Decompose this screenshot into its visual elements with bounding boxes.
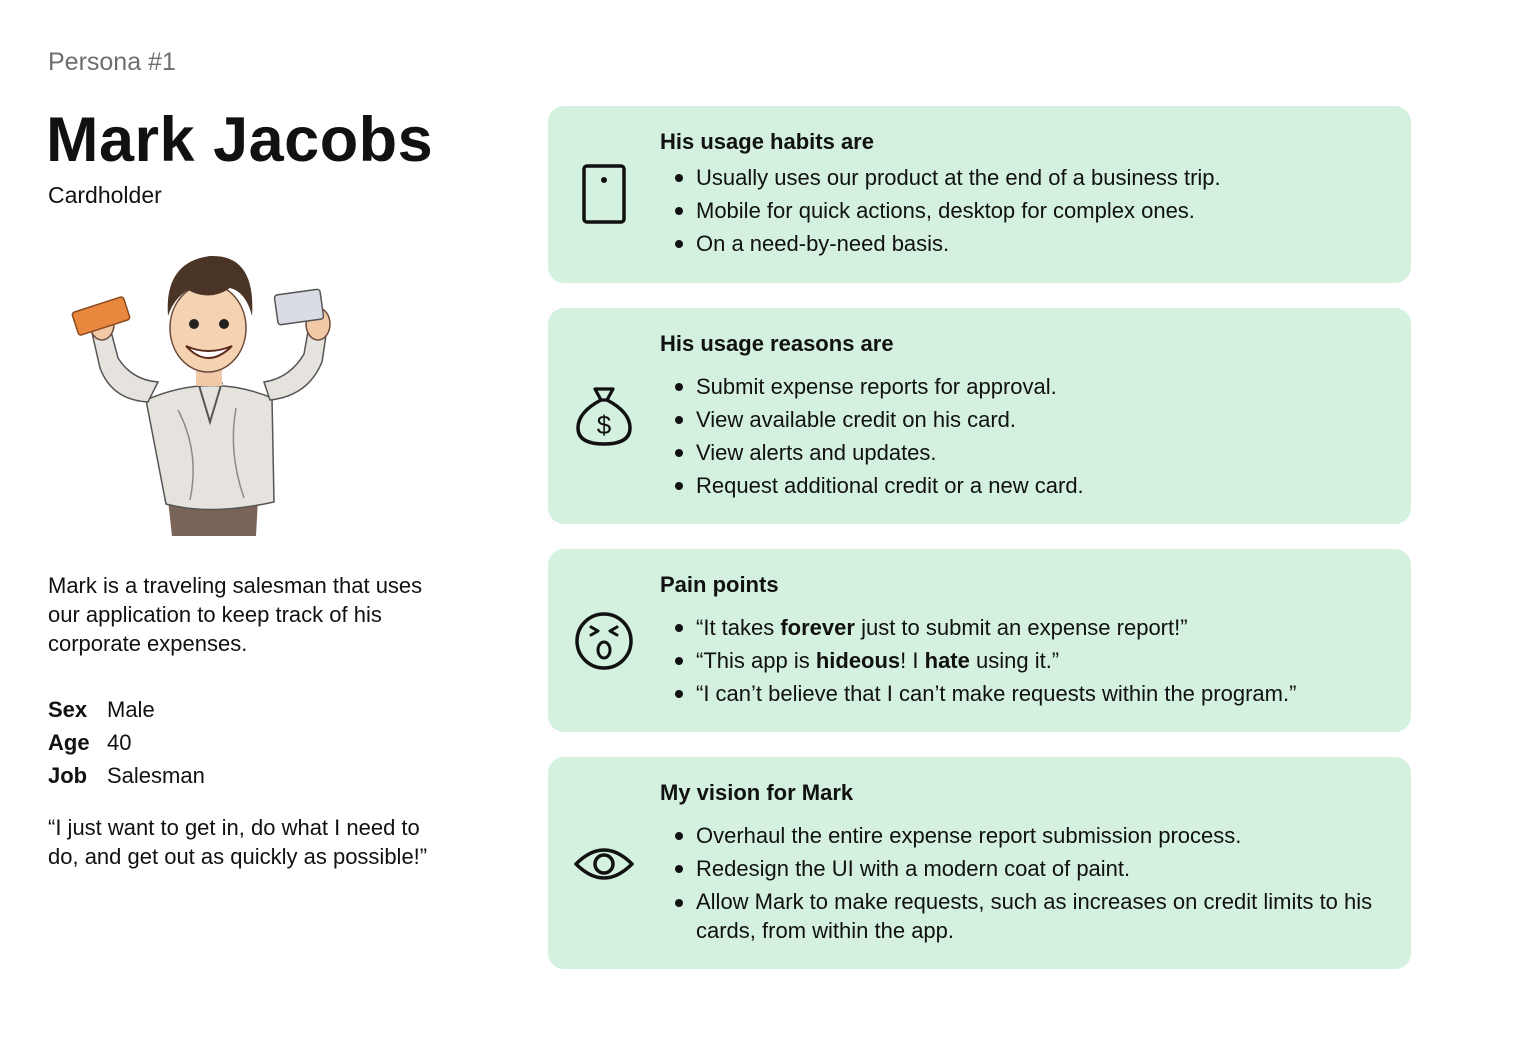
eye-icon xyxy=(574,834,634,894)
fact-value: Male xyxy=(107,697,155,722)
vision-title: My vision for Mark xyxy=(660,780,854,805)
list-item: Usually uses our product at the end of a business trip. xyxy=(660,161,1221,194)
usage-habits-card xyxy=(548,106,1411,283)
smartphone-icon xyxy=(574,164,634,224)
persona-quote: “I just want to get in, do what I need to do, and get out as quickly as possible!” xyxy=(48,815,428,869)
persona-role: Cardholder xyxy=(48,182,162,208)
usage-reasons-card xyxy=(548,308,1411,524)
list-item: On a need-by-need basis. xyxy=(660,227,1221,260)
quote-text: just to submit an expense report!” xyxy=(854,615,1188,640)
usage-habits-title: His usage habits are xyxy=(660,129,874,154)
fact-row-age xyxy=(48,726,205,759)
list-item: Mobile for quick actions, desktop for complex ones. xyxy=(660,194,1221,227)
pain-points-title: Pain points xyxy=(660,572,779,597)
list-item: Redesign the UI with a modern coat of paint. xyxy=(660,852,1380,885)
svg-text:$: $ xyxy=(596,410,612,440)
fact-value: 40 xyxy=(107,730,132,755)
persona-number: Persona #1 xyxy=(48,48,176,76)
vision-list xyxy=(660,819,1380,945)
quote-text: using it.” xyxy=(969,648,1060,673)
quote-text: “It takes xyxy=(696,615,781,640)
money-bag-icon xyxy=(574,386,634,446)
list-item: View available credit on his card. xyxy=(660,403,1084,436)
usage-habits-list xyxy=(660,161,1221,260)
shocked-face-icon xyxy=(574,611,634,671)
list-item xyxy=(660,644,1296,677)
persona-facts xyxy=(48,693,205,792)
fact-row-job xyxy=(48,759,205,792)
quote-text: “I can’t believe that I can’t make requests within the program.” xyxy=(696,681,1297,706)
fact-label: Age xyxy=(48,730,90,755)
quote-emphasis: forever xyxy=(780,615,855,640)
list-item: Request additional credit or a new card. xyxy=(660,469,1084,502)
usage-reasons-list xyxy=(660,370,1084,502)
vision-card xyxy=(548,757,1411,969)
fact-label: Sex xyxy=(48,697,88,722)
persona-name: Mark Jacobs xyxy=(46,105,434,175)
fact-row-sex xyxy=(48,693,205,726)
list-item xyxy=(660,611,1296,644)
persona-portrait-illustration xyxy=(60,232,340,542)
quote-emphasis: hate xyxy=(924,648,970,673)
pain-points-card xyxy=(548,549,1411,732)
list-item xyxy=(660,677,1296,710)
pain-points-list xyxy=(660,611,1296,710)
fact-label: Job xyxy=(48,763,88,788)
fact-value: Salesman xyxy=(107,763,205,788)
list-item: Overhaul the entire expense report submission process. xyxy=(660,819,1380,852)
quote-text: ! I xyxy=(900,648,925,673)
quote-emphasis: hideous xyxy=(815,648,901,673)
quote-text: “This app is xyxy=(696,648,816,673)
persona-bio: Mark is a traveling salesman that uses our application to keep track of his corporate expenses. xyxy=(48,573,423,656)
list-item: Submit expense reports for approval. xyxy=(660,370,1084,403)
usage-reasons-title: His usage reasons are xyxy=(660,331,894,356)
list-item: View alerts and updates. xyxy=(660,436,1084,469)
list-item: Allow Mark to make requests, such as increases on credit limits to his cards, from within the app. xyxy=(660,887,1380,945)
